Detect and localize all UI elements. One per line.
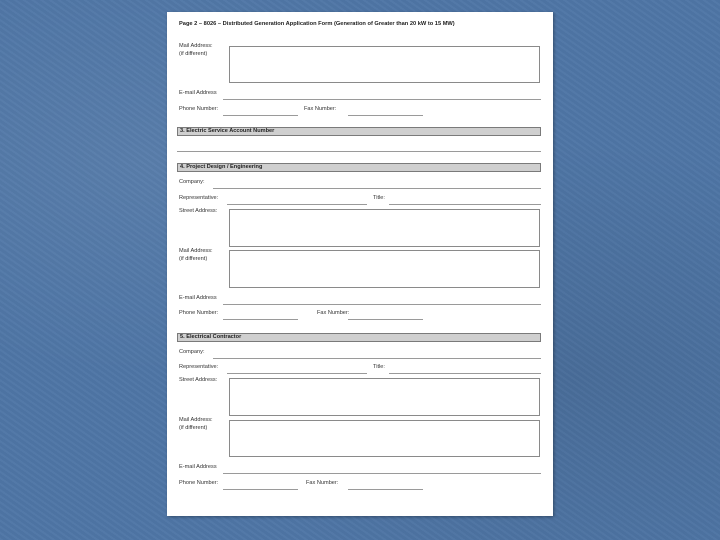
- s4-if-different-label: (if different): [179, 256, 208, 262]
- if-different-label: (if different): [179, 51, 208, 57]
- email-field[interactable]: [223, 99, 541, 100]
- fax-field[interactable]: [348, 115, 423, 116]
- s4-company-field[interactable]: [213, 188, 541, 189]
- s5-fax-label: Fax Number:: [306, 480, 339, 486]
- s5-phone-field[interactable]: [223, 489, 298, 490]
- s4-title-field[interactable]: [389, 204, 541, 205]
- s4-email-field[interactable]: [223, 304, 541, 305]
- phone-field[interactable]: [223, 115, 298, 116]
- mail-address-field[interactable]: [229, 46, 540, 83]
- section-4-title: 4. Project Design / Engineering: [180, 164, 263, 170]
- s4-street-field[interactable]: [229, 209, 540, 247]
- page-title: Page 2 – 8026 – Distributed Generation Application Form (Generation of Greater than 20 kW to 15 MW): [179, 21, 455, 27]
- account-number-field[interactable]: [177, 151, 541, 152]
- s5-if-different-label: (if different): [179, 425, 208, 431]
- phone-label: Phone Number:: [179, 106, 219, 112]
- s4-representative-field[interactable]: [227, 204, 367, 205]
- s5-email-label: E-mail Address: [179, 464, 217, 470]
- s4-fax-label: Fax Number:: [317, 310, 350, 316]
- form-page: [167, 12, 553, 516]
- section-5-header: [177, 333, 541, 342]
- s5-mail-field[interactable]: [229, 420, 540, 457]
- s5-representative-label: Representative:: [179, 364, 219, 370]
- s4-phone-field[interactable]: [223, 319, 298, 320]
- s4-street-label: Street Address:: [179, 208, 218, 214]
- s4-company-label: Company:: [179, 179, 205, 185]
- s4-representative-label: Representative:: [179, 195, 219, 201]
- s4-mail-label: Mail Address:: [179, 248, 213, 254]
- s5-phone-label: Phone Number:: [179, 480, 219, 486]
- mail-address-label: Mail Address:: [179, 43, 213, 49]
- section-4-header: [177, 163, 541, 172]
- s4-title-label: Title:: [373, 195, 385, 201]
- s5-street-label: Street Address:: [179, 377, 218, 383]
- section-3-title: 3. Electric Service Account Number: [180, 128, 275, 134]
- s5-representative-field[interactable]: [227, 373, 367, 374]
- s4-fax-field[interactable]: [348, 319, 423, 320]
- section-5-title: 5. Electrical Contractor: [180, 334, 242, 340]
- s4-email-label: E-mail Address: [179, 295, 217, 301]
- s4-phone-label: Phone Number:: [179, 310, 219, 316]
- s5-mail-label: Mail Address:: [179, 417, 213, 423]
- s5-street-field[interactable]: [229, 378, 540, 416]
- s5-title-field[interactable]: [389, 373, 541, 374]
- s4-mail-field[interactable]: [229, 250, 540, 288]
- s5-company-field[interactable]: [213, 358, 541, 359]
- email-label: E-mail Address: [179, 90, 217, 96]
- s5-title-label: Title:: [373, 364, 385, 370]
- s5-fax-field[interactable]: [348, 489, 423, 490]
- fax-label: Fax Number:: [304, 106, 337, 112]
- s5-email-field[interactable]: [223, 473, 541, 474]
- s5-company-label: Company:: [179, 349, 205, 355]
- section-3-header: [177, 127, 541, 136]
